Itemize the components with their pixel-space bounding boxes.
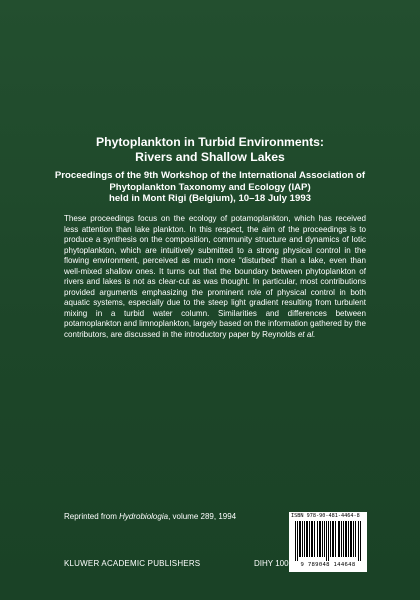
reprint-suffix: , volume 289, 1994	[168, 512, 237, 521]
proceedings-subtitle	[22, 170, 398, 205]
barcode-number: 9 789048 144648	[300, 562, 356, 568]
reprint-prefix: Reprinted from	[64, 512, 120, 521]
subtitle-line-2: Phytoplankton Taxonomy and Ecology (IAP)	[109, 181, 311, 193]
isbn-label: ISBN 978-90-481-4464-8	[291, 513, 360, 519]
abstract-paragraph	[64, 214, 366, 341]
reprint-note	[64, 512, 236, 522]
subtitle-line-3: held in Mont Rigi (Belgium), 10–18 July 1993	[108, 193, 312, 204]
abstract-text: These proceedings focus on the ecology of potamoplankton, which has received less attention than lake plankton. In this respect, the aim of the proceedings is to produce a synthesis on the composition, community structure and dynamics of lotic phytoplankton, which are intuitively submitted to a strong physical control in the flowing environment, perceived as much more “disturbed” than a lake, even than well-mixed shallow ones. It turns out that the boundary between phytoplankton of rivers and lakes is not as clear-cut as was thought. In particular, most contributions provided arguments emphasizing the prominent role of physical control in both aquatic systems, especially due to the steep light gradient resulting from turbulent mixing in a turbid water column. Similarities and differences between potamoplankton and limnoplankton, largely based on the information gathered by the contributors, are discussed in the introductory paper by Reynolds	[64, 214, 366, 340]
publisher-name: KLUWER ACADEMIC PUBLISHERS	[64, 559, 201, 568]
abstract-etal: et al.	[297, 330, 316, 340]
book-title	[30, 135, 390, 164]
isbn-barcode	[289, 512, 367, 572]
barcode-bars-icon	[294, 521, 362, 561]
title-line-1: Phytoplankton in Turbid Environments:	[96, 135, 324, 149]
subtitle-line-1: Proceedings of the 9th Workshop of the International Association of	[54, 170, 366, 181]
title-line-2: Rivers and Shallow Lakes	[135, 149, 285, 164]
series-code: DIHY 100	[254, 559, 289, 568]
reprint-journal: Hydrobiologia	[119, 512, 169, 521]
